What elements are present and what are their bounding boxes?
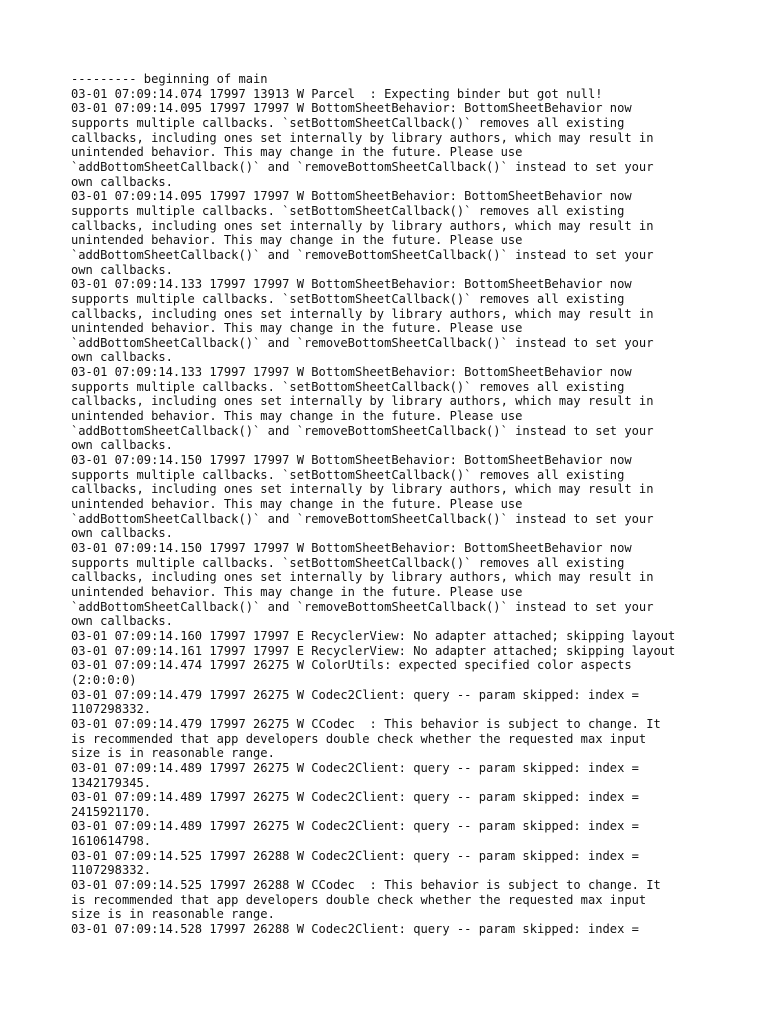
log-line: 03-01 07:09:14.489 17997 26275 W Codec2Client: query -- param skipped: index =: [71, 790, 639, 805]
log-line: callbacks, including ones set internally by library authors, which may result in: [71, 306, 654, 321]
log-line: 1107298332.: [71, 702, 152, 717]
log-line: size is in reasonable range.: [71, 746, 275, 761]
log-line: 03-01 07:09:14.525 17997 26288 W CCodec : This behavior is subject to change. It: [71, 878, 661, 893]
log-line: 03-01 07:09:14.160 17997 17997 E RecyclerView: No adapter attached; skipping layout: [71, 628, 676, 643]
log-document: [71, 72, 751, 937]
log-line: `addBottomSheetCallback()` and `removeBottomSheetCallback()` instead to set your: [71, 511, 654, 526]
log-line: is recommended that app developers double check whether the requested max input: [71, 731, 647, 746]
log-line: supports multiple callbacks. `setBottomSheetCallback()` removes all existing: [71, 203, 625, 218]
log-line: 03-01 07:09:14.479 17997 26275 W Codec2Client: query -- param skipped: index =: [71, 687, 639, 702]
log-line: supports multiple callbacks. `setBottomSheetCallback()` removes all existing: [71, 467, 625, 482]
log-line: `addBottomSheetCallback()` and `removeBottomSheetCallback()` instead to set your: [71, 599, 654, 614]
log-line: size is in reasonable range.: [71, 907, 275, 922]
log-line: 03-01 07:09:14.161 17997 17997 E RecyclerView: No adapter attached; skipping layout: [71, 643, 676, 658]
log-line: supports multiple callbacks. `setBottomSheetCallback()` removes all existing: [71, 291, 625, 306]
log-line: own callbacks.: [71, 614, 173, 629]
log-line: `addBottomSheetCallback()` and `removeBottomSheetCallback()` instead to set your: [71, 423, 654, 438]
log-line: own callbacks.: [71, 174, 173, 189]
log-line: `addBottomSheetCallback()` and `removeBottomSheetCallback()` instead to set your: [71, 335, 654, 350]
log-line: 03-01 07:09:14.489 17997 26275 W Codec2Client: query -- param skipped: index =: [71, 819, 639, 834]
log-line: unintended behavior. This may change in the future. Please use: [71, 497, 523, 512]
log-line: 03-01 07:09:14.133 17997 17997 W BottomSheetBehavior: BottomSheetBehavior now: [71, 277, 632, 292]
log-line: supports multiple callbacks. `setBottomSheetCallback()` removes all existing: [71, 379, 625, 394]
log-line: own callbacks.: [71, 438, 173, 453]
log-line: `addBottomSheetCallback()` and `removeBottomSheetCallback()` instead to set your: [71, 247, 654, 262]
log-line: 03-01 07:09:14.095 17997 17997 W BottomSheetBehavior: BottomSheetBehavior now: [71, 189, 632, 204]
log-line: unintended behavior. This may change in the future. Please use: [71, 145, 523, 160]
log-line: 1107298332.: [71, 863, 152, 878]
log-line: 2415921170.: [71, 804, 152, 819]
log-line: unintended behavior. This may change in the future. Please use: [71, 233, 523, 248]
log-line: callbacks, including ones set internally by library authors, which may result in: [71, 482, 654, 497]
log-line: unintended behavior. This may change in the future. Please use: [71, 409, 523, 424]
log-line: callbacks, including ones set internally by library authors, which may result in: [71, 130, 654, 145]
log-line: 03-01 07:09:14.133 17997 17997 W BottomSheetBehavior: BottomSheetBehavior now: [71, 365, 632, 380]
log-line: callbacks, including ones set internally by library authors, which may result in: [71, 394, 654, 409]
log-line: callbacks, including ones set internally by library authors, which may result in: [71, 218, 654, 233]
log-line: 1342179345.: [71, 775, 152, 790]
log-line: 03-01 07:09:14.474 17997 26275 W ColorUtils: expected specified color aspects: [71, 658, 632, 673]
log-line: (2:0:0:0): [71, 672, 137, 687]
log-line: supports multiple callbacks. `setBottomSheetCallback()` removes all existing: [71, 555, 625, 570]
log-line: 03-01 07:09:14.525 17997 26288 W Codec2Client: query -- param skipped: index =: [71, 848, 639, 863]
log-line: callbacks, including ones set internally by library authors, which may result in: [71, 570, 654, 585]
log-line: own callbacks.: [71, 262, 173, 277]
log-output: [71, 72, 751, 937]
log-line: unintended behavior. This may change in the future. Please use: [71, 584, 523, 599]
log-line: 03-01 07:09:14.489 17997 26275 W Codec2Client: query -- param skipped: index =: [71, 760, 639, 775]
log-line: supports multiple callbacks. `setBottomSheetCallback()` removes all existing: [71, 115, 625, 130]
log-line: 03-01 07:09:14.074 17997 13913 W Parcel : Expecting binder but got null!: [71, 86, 603, 101]
log-line: --------- beginning of main: [71, 72, 268, 86]
log-line: `addBottomSheetCallback()` and `removeBottomSheetCallback()` instead to set your: [71, 159, 654, 174]
log-line: unintended behavior. This may change in the future. Please use: [71, 321, 523, 336]
log-line: 03-01 07:09:14.528 17997 26288 W Codec2Client: query -- param skipped: index =: [71, 922, 639, 937]
log-line: 1610614798.: [71, 834, 152, 849]
log-line: 03-01 07:09:14.479 17997 26275 W CCodec : This behavior is subject to change. It: [71, 716, 661, 731]
log-line: own callbacks.: [71, 350, 173, 365]
log-line: is recommended that app developers double check whether the requested max input: [71, 892, 647, 907]
log-line: 03-01 07:09:14.150 17997 17997 W BottomSheetBehavior: BottomSheetBehavior now: [71, 453, 632, 468]
log-line: own callbacks.: [71, 526, 173, 541]
log-line: 03-01 07:09:14.095 17997 17997 W BottomSheetBehavior: BottomSheetBehavior now: [71, 101, 632, 116]
log-line: 03-01 07:09:14.150 17997 17997 W BottomSheetBehavior: BottomSheetBehavior now: [71, 541, 632, 555]
